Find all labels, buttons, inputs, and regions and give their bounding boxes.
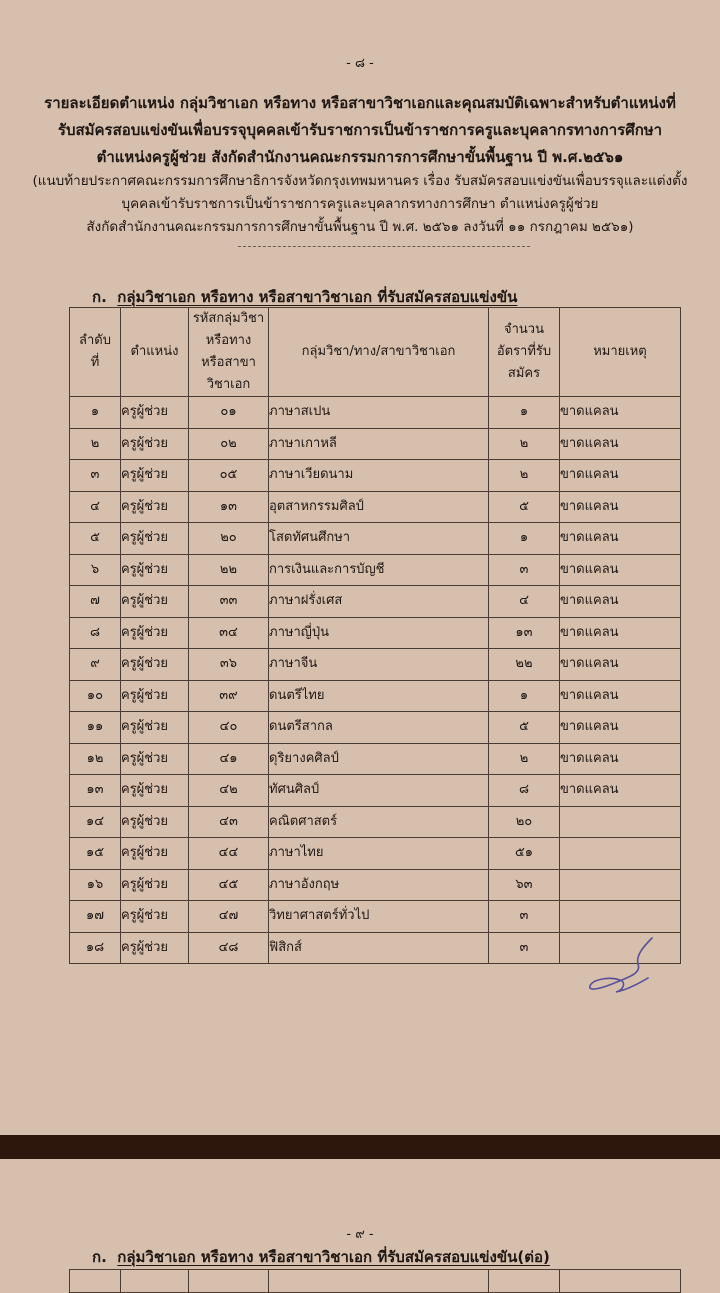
table-header-row [70,1270,681,1293]
cell-no: ๙ [70,649,121,681]
section-prefix: ก. [92,1248,107,1266]
cell-subject: วิทยาศาสตร์ทั่วไป [269,901,489,933]
cell-remark: ขาดแคลน [560,428,681,460]
header-cell [70,1270,121,1293]
header-count: จำนวน อัตราที่รับ สมัคร [489,308,560,397]
header-cell [269,1270,489,1293]
cell-code: ๐๒ [189,428,269,460]
cell-no: ๑ [70,397,121,429]
cell-position: ครูผู้ช่วย [121,680,189,712]
cell-subject: ภาษาเกาหลี [269,428,489,460]
table-row [70,523,681,555]
cell-subject: ดนตรีไทย [269,680,489,712]
cell-remark: ขาดแคลน [560,523,681,555]
cell-code: ๓๔ [189,617,269,649]
cell-subject: ภาษาอังกฤษ [269,869,489,901]
cell-position: ครูผู้ช่วย [121,397,189,429]
section-title [92,1245,550,1269]
cell-count: ๕ [489,712,560,744]
cell-position: ครูผู้ช่วย [121,838,189,870]
table-row [70,617,681,649]
cell-no: ๔ [70,491,121,523]
subheading-line-1: (แนบท้ายประกาศคณะกรรมการศึกษาธิการจังหวัดกรุงเทพมหานคร เรื่อง รับสมัครสอบแข่งขันเพื่อบรรจุและแต่งตั้ง [32,173,688,189]
cell-code: ๔๔ [189,838,269,870]
cell-no: ๑๕ [70,838,121,870]
cell-position: ครูผู้ช่วย [121,649,189,681]
cell-no: ๑๔ [70,806,121,838]
cell-count: ๒ [489,743,560,775]
cell-remark: ขาดแคลน [560,554,681,586]
cell-no: ๘ [70,617,121,649]
cell-remark: ขาดแคลน [560,712,681,744]
cell-count: ๕๑ [489,838,560,870]
cell-remark [560,869,681,901]
header-cell [189,1270,269,1293]
cell-no: ๑๗ [70,901,121,933]
cell-code: ๔๗ [189,901,269,933]
cell-code: ๑๓ [189,491,269,523]
header-position: ตำแหน่ง [121,308,189,397]
cell-code: ๔๒ [189,775,269,807]
heading-line-3: ตำแหน่งครูผู้ช่วย สังกัดสำนักงานคณะกรรมการการศึกษาขั้นพื้นฐาน ปี พ.ศ.๒๕๖๑ [96,148,624,166]
cell-count: ๒๐ [489,806,560,838]
document-page-9 [0,1159,720,1280]
cell-subject: ภาษาฝรั่งเศส [269,586,489,618]
cell-remark: ขาดแคลน [560,775,681,807]
table-row [70,397,681,429]
cell-remark: ขาดแคลน [560,617,681,649]
cell-code: ๔๘ [189,932,269,964]
cell-code: ๔๓ [189,806,269,838]
cell-subject: ทัศนศิลป์ [269,775,489,807]
page-number: - ๙ - [346,1227,374,1242]
cell-subject: ภาษาเวียดนาม [269,460,489,492]
cell-no: ๑๐ [70,680,121,712]
header-cell [489,1270,560,1293]
header-subject: กลุ่มวิชา/ทาง/สาขาวิชาเอก [269,308,489,397]
positions-table [69,307,681,964]
cell-no: ๓ [70,460,121,492]
cell-no: ๒ [70,428,121,460]
cell-remark: ขาดแคลน [560,743,681,775]
cell-remark: ขาดแคลน [560,586,681,618]
cell-code: ๐๑ [189,397,269,429]
signature-mark [586,934,662,996]
cell-position: ครูผู้ช่วย [121,775,189,807]
cell-remark: ขาดแคลน [560,491,681,523]
cell-subject: ภาษาญี่ปุ่น [269,617,489,649]
cell-remark [560,838,681,870]
section-title-text: กลุ่มวิชาเอก หรือทาง หรือสาขาวิชาเอก ที่รับสมัครสอบแข่งขัน(ต่อ) [117,1248,550,1266]
cell-position: ครูผู้ช่วย [121,743,189,775]
cell-position: ครูผู้ช่วย [121,491,189,523]
table-row [70,901,681,933]
subheading-line-3: สังกัดสำนักงานคณะกรรมการการศึกษาขั้นพื้นฐาน ปี พ.ศ. ๒๕๖๑ ลงวันที่ ๑๑ กรกฎาคม ๒๕๖๑) [86,219,634,235]
cell-no: ๖ [70,554,121,586]
header-cell [121,1270,189,1293]
cell-count: ๒๒ [489,649,560,681]
table-row [70,554,681,586]
cell-no: ๑๖ [70,869,121,901]
table-row [70,869,681,901]
cell-count: ๑ [489,680,560,712]
cell-subject: ภาษาไทย [269,838,489,870]
cell-count: ๕ [489,491,560,523]
cell-count: ๖๓ [489,869,560,901]
cell-remark: ขาดแคลน [560,397,681,429]
cell-no: ๑๑ [70,712,121,744]
cell-position: ครูผู้ช่วย [121,554,189,586]
cell-code: ๔๑ [189,743,269,775]
cell-position: ครูผู้ช่วย [121,617,189,649]
dashed-divider [238,246,530,247]
cell-code: ๓๓ [189,586,269,618]
table-row [70,838,681,870]
cell-count: ๑๓ [489,617,560,649]
header-code: รหัสกลุ่มวิชา หรือทาง หรือสาขา วิชาเอก [189,308,269,397]
cell-code: ๓๖ [189,649,269,681]
cell-subject: ภาษาสเปน [269,397,489,429]
section-prefix: ก. [92,288,107,306]
cell-subject: ดนตรีสากล [269,712,489,744]
cell-position: ครูผู้ช่วย [121,932,189,964]
cell-no: ๗ [70,586,121,618]
cell-subject: อุตสาหกรรมศิลป์ [269,491,489,523]
table-row [70,491,681,523]
cell-count: ๑ [489,523,560,555]
cell-code: ๒๒ [189,554,269,586]
cell-position: ครูผู้ช่วย [121,901,189,933]
table-row [70,806,681,838]
positions-table-continued [69,1269,681,1293]
cell-position: ครูผู้ช่วย [121,586,189,618]
cell-count: ๓ [489,554,560,586]
table-row [70,649,681,681]
table-row [70,428,681,460]
cell-remark: ขาดแคลน [560,460,681,492]
cell-no: ๑๒ [70,743,121,775]
cell-subject: ฟิสิกส์ [269,932,489,964]
cell-position: ครูผู้ช่วย [121,428,189,460]
cell-code: ๔๕ [189,869,269,901]
cell-code: ๓๙ [189,680,269,712]
cell-count: ๒ [489,428,560,460]
cell-count: ๒ [489,460,560,492]
cell-no: ๑๘ [70,932,121,964]
cell-code: ๐๕ [189,460,269,492]
header-remark: หมายเหตุ [560,308,681,397]
cell-code: ๔๐ [189,712,269,744]
table-row [70,775,681,807]
header-no: ลำดับ ที่ [70,308,121,397]
cell-subject: การเงินและการบัญชี [269,554,489,586]
cell-subject: คณิตศาสตร์ [269,806,489,838]
table-row [70,680,681,712]
page-divider [0,1135,720,1159]
heading-line-1: รายละเอียดตำแหน่ง กลุ่มวิชาเอก หรือทาง หรือสาขาวิชาเอกและคุณสมบัติเฉพาะสำหรับตำแหน่งที่ [44,94,676,112]
heading-line-2: รับสมัครสอบแข่งขันเพื่อบรรจุบุคคลเข้ารับราชการเป็นข้าราชการครูและบุคลากรทางการศึกษา [57,121,663,139]
cell-position: ครูผู้ช่วย [121,806,189,838]
cell-remark [560,806,681,838]
cell-remark: ขาดแคลน [560,649,681,681]
table-row [70,712,681,744]
page-number: - ๘ - [346,56,374,71]
table-row [70,460,681,492]
cell-remark [560,901,681,933]
cell-count: ๓ [489,901,560,933]
section-title-text: กลุ่มวิชาเอก หรือทาง หรือสาขาวิชาเอก ที่รับสมัครสอบแข่งขัน [117,288,518,306]
subheading-line-2: บุคคลเข้ารับราชการเป็นข้าราชการครูและบุคลากรทางการศึกษา ตำแหน่งครูผู้ช่วย [121,196,599,212]
table-row [70,743,681,775]
cell-position: ครูผู้ช่วย [121,869,189,901]
cell-count: ๑ [489,397,560,429]
cell-position: ครูผู้ช่วย [121,523,189,555]
section-title [92,285,517,309]
cell-remark: ขาดแคลน [560,680,681,712]
cell-no: ๑๓ [70,775,121,807]
cell-position: ครูผู้ช่วย [121,712,189,744]
cell-count: ๔ [489,586,560,618]
table-row [70,586,681,618]
cell-subject: ดุริยางคศิลป์ [269,743,489,775]
table-header-row [70,308,681,397]
cell-count: ๘ [489,775,560,807]
cell-no: ๕ [70,523,121,555]
cell-subject: โสตทัศนศึกษา [269,523,489,555]
header-cell [560,1270,681,1293]
cell-count: ๓ [489,932,560,964]
cell-position: ครูผู้ช่วย [121,460,189,492]
cell-code: ๒๐ [189,523,269,555]
cell-subject: ภาษาจีน [269,649,489,681]
